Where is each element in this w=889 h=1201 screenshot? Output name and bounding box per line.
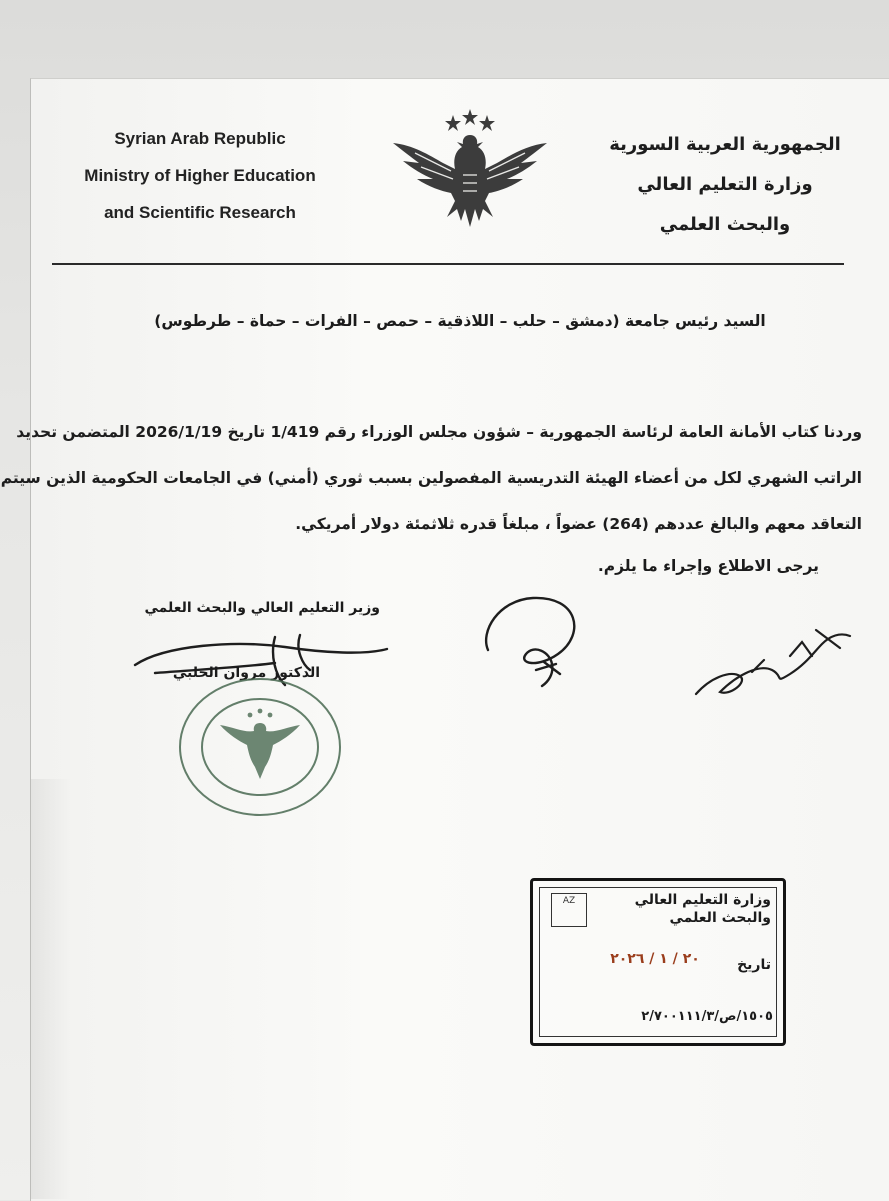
signatory-title: وزير التعليم العالي والبحث العلمي	[144, 600, 380, 616]
stamp-logo	[551, 893, 587, 927]
registry-stamp	[530, 878, 786, 1046]
signatory-name: الدكتور مروان الحلبي	[172, 665, 320, 681]
arabic-letterhead-line-2: وزارة التعليم العالي	[637, 174, 813, 195]
english-letterhead-line-2: Ministry of Higher Education	[84, 166, 316, 185]
header-divider	[52, 263, 844, 265]
stamp-date-label: تاريخ	[737, 957, 771, 973]
closing-request: يرجى الاطلاع وإجراء ما يلزم.	[597, 557, 819, 575]
arabic-letterhead-line-3: والبحث العلمي	[659, 214, 791, 235]
stamp-reference-number: ١٥٠٥/ص/٢/٧٠٠١١١/٣	[641, 1009, 773, 1024]
english-letterhead	[60, 120, 340, 231]
english-letterhead-line-1: Syrian Arab Republic	[114, 129, 286, 148]
stamp-title	[593, 891, 771, 927]
stamp-title-line-2: والبحث العلمي	[669, 910, 771, 926]
letter-body	[0, 409, 862, 547]
arabic-letterhead-line-1: الجمهورية العربية السورية	[609, 134, 841, 155]
right-signature	[690, 612, 860, 704]
ministry-seal	[175, 675, 345, 820]
eagle-emblem-icon	[385, 105, 555, 235]
stamp-title-line-1: وزارة التعليم العالي	[634, 892, 771, 908]
body-line-1: وردنا كتاب الأمانة العامة لرئاسة الجمهورية – شؤون مجلس الوزراء رقم 1/419 تاريخ 2026/1/19 المتضمن تحديد	[16, 423, 862, 441]
page-shadow	[31, 779, 71, 1199]
arabic-letterhead	[580, 125, 870, 245]
stamp-logo-text: AZ	[562, 896, 576, 906]
body-line-3: التعاقد معهم والبالغ عددهم (264) عضواً ، مبلغاً قدره ثلاثمئة دولار أمريكي.	[295, 515, 862, 533]
english-letterhead-line-3: and Scientific Research	[104, 203, 296, 222]
middle-signature	[478, 592, 590, 690]
addressee-line: السيد رئيس جامعة (دمشق – حلب – اللاذقية – حمص – الفرات – حماة – طرطوس)	[154, 312, 766, 330]
stamp-date-value: ٢٠ / ١ / ٢٠٢٦	[610, 951, 700, 967]
body-line-2: الراتب الشهري لكل من أعضاء الهيئة التدريسية المفصولين بسبب ثوري (أمني) في الجامعات الحكومية الذين سيتم	[0, 469, 862, 487]
